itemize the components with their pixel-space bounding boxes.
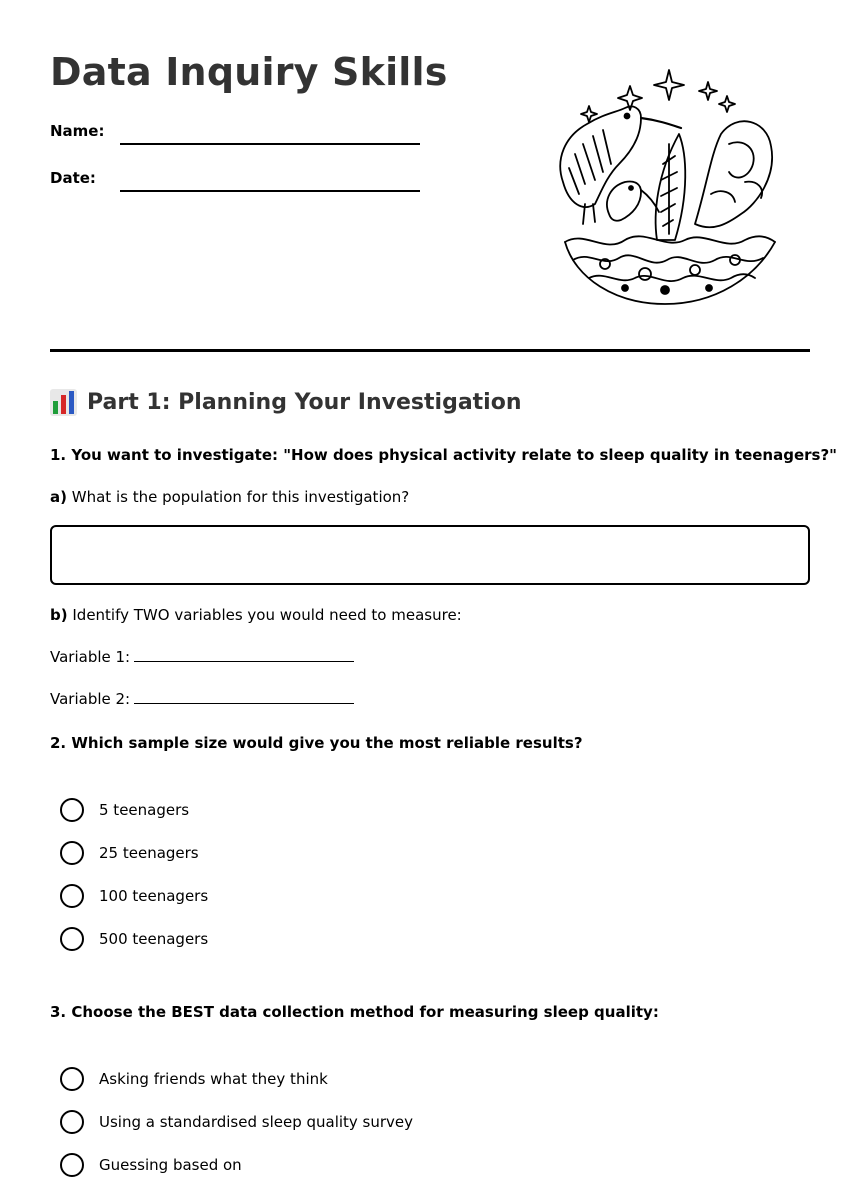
question-1b-label: b)	[50, 606, 68, 624]
radio-button[interactable]	[60, 1067, 84, 1091]
name-label: Name:	[50, 122, 105, 140]
question-1a-text: What is the population for this investigation?	[71, 488, 410, 506]
variable-1-blank[interactable]	[134, 647, 354, 662]
radio-button[interactable]	[60, 884, 84, 908]
q2-option-label: 5 teenagers	[99, 801, 190, 819]
q3-option[interactable]	[60, 1110, 413, 1134]
variable-1-label: Variable 1:	[50, 648, 131, 666]
q3-option[interactable]	[60, 1067, 328, 1091]
q3-option-label: Guessing based on	[99, 1156, 242, 1174]
worksheet-title: Data Inquiry Skills	[50, 50, 448, 94]
q3-option-label: Asking friends what they think	[99, 1070, 328, 1088]
question-1b-text: Identify TWO variables you would need to measure:	[72, 606, 462, 624]
radio-button[interactable]	[60, 841, 84, 865]
radio-button[interactable]	[60, 1153, 84, 1177]
radio-button[interactable]	[60, 798, 84, 822]
question-1-text: 1. You want to investigate: "How does physical activity relate to sleep quality in teenagers?"	[50, 446, 837, 464]
q3-option-label: Using a standardised sleep quality survey	[99, 1113, 414, 1131]
variable-2-label: Variable 2:	[50, 690, 131, 708]
question-1a	[50, 488, 409, 506]
header-divider	[50, 349, 810, 352]
variable-2-blank[interactable]	[134, 689, 354, 704]
name-line[interactable]	[120, 143, 420, 145]
part1-title: Part 1: Planning Your Investigation	[87, 390, 522, 415]
q2-option-label: 100 teenagers	[99, 887, 209, 905]
date-label: Date:	[50, 169, 96, 187]
q2-option[interactable]	[60, 927, 208, 951]
q2-option[interactable]	[60, 841, 199, 865]
variable-2-row	[50, 689, 354, 708]
q2-option-label: 500 teenagers	[99, 930, 209, 948]
question-3-text: 3. Choose the BEST data collection method for measuring sleep quality:	[50, 1003, 659, 1021]
q2-option[interactable]	[60, 884, 208, 908]
bar-chart-icon	[50, 389, 77, 416]
date-line[interactable]	[120, 190, 420, 192]
question-1b	[50, 606, 462, 624]
variable-1-row	[50, 647, 354, 666]
q2-option-label: 25 teenagers	[99, 844, 199, 862]
question-2-text: 2. Which sample size would give you the most reliable results?	[50, 734, 583, 752]
part1-heading	[50, 389, 522, 416]
question-1a-label: a)	[50, 488, 67, 506]
kiwi-bird-illustration	[545, 64, 785, 308]
radio-button[interactable]	[60, 1110, 84, 1134]
population-answer-box[interactable]	[50, 525, 810, 585]
q2-option[interactable]	[60, 798, 189, 822]
radio-button[interactable]	[60, 927, 84, 951]
q3-option[interactable]	[60, 1153, 242, 1177]
